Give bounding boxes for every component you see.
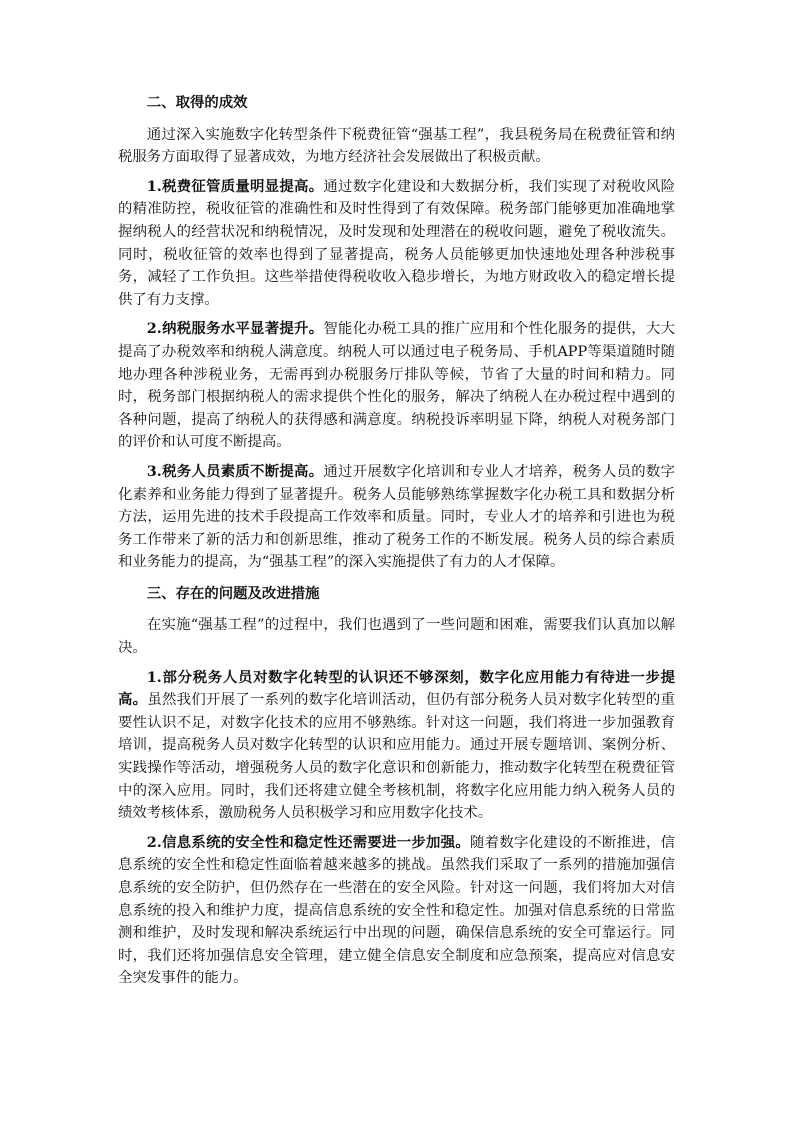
- section-2-item-2-body: 智能化办税工具的推广应用和个性化服务的提供，大大提高了办税效率和纳税人满意度。纳税人可以通过电子税务局、手机APP等渠道随时随地办理各种涉税业务，无需再到办税服务厅排队等候，节省了大量的时间和精力。同时，税务部门根据纳税人的需求提供个性化的服务，解决了纳税人在办税过程中遇到的各种问题，提高了纳税人的获得感和满意度。纳税投诉率明显下降，纳税人对税务部门的评价和认可度不断提高。: [118, 321, 675, 451]
- section-2-item-1: [118, 176, 675, 312]
- section-3-item-1: [118, 667, 675, 825]
- section-2-heading: 二、取得的成效: [146, 94, 248, 111]
- section-3-item-1-lead: 1.部分税务人员对数字化转型的认识还不够深刻，数字化应用能力有待进一步提高。: [118, 668, 675, 709]
- section-2-intro: 通过深入实施数字化转型条件下税费征管“强基工程”，我县税务局在税费征管和纳税服务方面取得了显著成效，为地方经济社会发展做出了积极贡献。: [118, 126, 675, 166]
- section-3-item-2-lead: 2.信息系统的安全性和稳定性还需要进一步加强。: [146, 833, 470, 851]
- section-3-heading: 三、存在的问题及改进措施: [146, 584, 320, 602]
- section-3-intro: 在实施“强基工程”的过程中，我们也遇到了一些问题和困难，需要我们认真加以解决。: [118, 617, 675, 657]
- section-2-item-3: [118, 461, 675, 574]
- section-2-item-3-body: 通过开展数字化培训和专业人才培养，税务人员的数字化素养和业务能力得到了显著提升。税务人员能够熟练掌握数字化办税工具和数据分析方法，运用先进的技术手段提高工作效率和质量。同时，专业人才的培养和引进也为税务工作带来了新的活力和创新思维，推动了税务工作的不断发展。税务人员的综合素质和业务能力的提高，为“强基工程”的深入实施提供了有力的人才保障。: [118, 463, 675, 571]
- section-2-item-2-lead: 2.纳税服务水平显著提升。: [146, 320, 324, 338]
- section-3-item-2: [118, 832, 675, 990]
- section-3-item-2-body: 随着数字化建设的不断推进，信息系统的安全性和稳定性面临着越来越多的挑战。虽然我们采取了一系列的措施加强信息系统的安全防护，但仍然存在一些潜在的安全风险。针对这一问题，我们将加大对信息系统的投入和维护力度，提高信息系统的安全性和稳定性。加强对信息系统的日常监测和维护，及时发现和解决系统运行中出现的问题，确保信息系统的安全可靠运行。同时，我们还将加强信息安全管理，建立健全信息安全制度和应急预案，提高应对信息安全突发事件的能力。: [118, 834, 675, 987]
- section-2-item-1-body: 通过数字化建设和大数据分析，我们实现了对税收风险的精准防控，税收征管的准确性和及时性得到了有效保障。税务部门能够更加准确地掌握纳税人的经营状况和纳税情况，及时发现和处理潜在的税收问题，避免了税收流失。同时，税收征管的效率也得到了显著提高，税务人员能够更加快速地处理各种涉税事务，减轻了工作负担。这些举措使得税收收入稳步增长，为地方财政收入的稳定增长提供了有力支撑。: [118, 178, 675, 308]
- section-2-item-3-lead: 3.税务人员素质不断提高。: [146, 462, 324, 480]
- section-3-item-1-body: 虽然我们开展了一系列的数字化培训活动，但仍有部分税务人员对数字化转型的重要性认识不足，对数字化技术的应用不够熟练。针对这一问题，我们将进一步加强教育培训，提高税务人员对数字化转型的认识和应用能力。通过开展专题培训、案例分析、实践操作等活动，增强税务人员的数字化意识和创新能力，推动数字化转型在税费征管中的深入应用。同时，我们还将建立健全考核机制，将数字化应用能力纳入税务人员的绩效考核体系，激励税务人员积极学习和应用数字化技术。: [118, 692, 675, 822]
- section-2-item-2: [118, 318, 675, 454]
- section-2-item-1-lead: 1.税费征管质量明显提高。: [146, 177, 324, 195]
